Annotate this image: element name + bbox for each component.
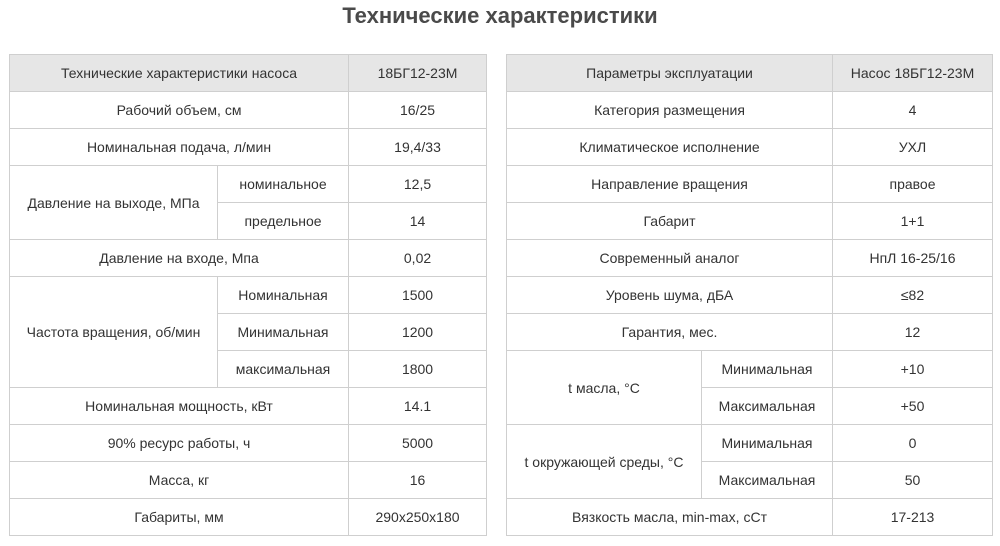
param-value: 50 (833, 462, 993, 499)
table-row (10, 388, 487, 425)
table-row (507, 92, 993, 129)
header-cell: Параметры эксплуатации (507, 55, 833, 92)
param-value: 4 (833, 92, 993, 129)
sub-param-label: номинальное (218, 166, 349, 203)
param-value: ≤82 (833, 277, 993, 314)
param-label: Категория размещения (507, 92, 833, 129)
param-value: 12 (833, 314, 993, 351)
param-value: +50 (833, 388, 993, 425)
param-value: 1+1 (833, 203, 993, 240)
table-row (507, 129, 993, 166)
param-value: 5000 (349, 425, 487, 462)
param-value: 14 (349, 203, 487, 240)
table-row (507, 351, 993, 388)
param-value: НпЛ 16-25/16 (833, 240, 993, 277)
param-value: 1800 (349, 351, 487, 388)
table-row (507, 166, 993, 203)
param-value: 1500 (349, 277, 487, 314)
table-header-row (507, 55, 993, 92)
page-title: Технические характеристики (342, 3, 658, 28)
table-row (10, 166, 487, 203)
sub-param-label: Максимальная (702, 462, 833, 499)
param-value: правое (833, 166, 993, 203)
table-row (10, 240, 487, 277)
param-label: Современный аналог (507, 240, 833, 277)
param-label: Вязкость масла, min-max, сСт (507, 499, 833, 536)
table-row (507, 277, 993, 314)
param-value: 0 (833, 425, 993, 462)
table-row (10, 129, 487, 166)
sub-param-label: Минимальная (702, 425, 833, 462)
header-cell: Насос 18БГ12-23М (833, 55, 993, 92)
header-cell: 18БГ12-23М (349, 55, 487, 92)
param-value: УХЛ (833, 129, 993, 166)
sub-param-label: предельное (218, 203, 349, 240)
table-row (507, 425, 993, 462)
header-cell: Технические характеристики насоса (10, 55, 349, 92)
param-label: t масла, °С (507, 351, 702, 425)
sub-param-label: Номинальная (218, 277, 349, 314)
param-label: Габариты, мм (10, 499, 349, 536)
pump-specs-table (9, 54, 487, 536)
param-label: Частота вращения, об/мин (10, 277, 218, 388)
table-row (10, 277, 487, 314)
param-value: 0,02 (349, 240, 487, 277)
param-label: Гарантия, мес. (507, 314, 833, 351)
table-row (10, 462, 487, 499)
param-value: +10 (833, 351, 993, 388)
param-label: 90% ресурс работы, ч (10, 425, 349, 462)
param-value: 12,5 (349, 166, 487, 203)
param-label: Направление вращения (507, 166, 833, 203)
param-label: Рабочий объем, см (10, 92, 349, 129)
param-value: 1200 (349, 314, 487, 351)
param-label: Номинальная подача, л/мин (10, 129, 349, 166)
param-label: Номинальная мощность, кВт (10, 388, 349, 425)
param-label: Климатическое исполнение (507, 129, 833, 166)
param-value: 17-213 (833, 499, 993, 536)
param-label: Давление на входе, Мпа (10, 240, 349, 277)
param-label: t окружающей среды, °С (507, 425, 702, 499)
table-row (507, 240, 993, 277)
table-row (10, 499, 487, 536)
param-value: 14.1 (349, 388, 487, 425)
param-label: Уровень шума, дБА (507, 277, 833, 314)
table-row (10, 92, 487, 129)
param-label: Габарит (507, 203, 833, 240)
table-row (507, 203, 993, 240)
param-value: 16 (349, 462, 487, 499)
table-row (10, 425, 487, 462)
sub-param-label: Минимальная (218, 314, 349, 351)
param-value: 19,4/33 (349, 129, 487, 166)
table-row (507, 314, 993, 351)
param-value: 16/25 (349, 92, 487, 129)
table-header-row (10, 55, 487, 92)
param-label: Давление на выходе, МПа (10, 166, 218, 240)
sub-param-label: Минимальная (702, 351, 833, 388)
param-label: Масса, кг (10, 462, 349, 499)
sub-param-label: Максимальная (702, 388, 833, 425)
param-value: 290x250x180 (349, 499, 487, 536)
table-row (507, 499, 993, 536)
sub-param-label: максимальная (218, 351, 349, 388)
operation-params-table (506, 54, 993, 536)
